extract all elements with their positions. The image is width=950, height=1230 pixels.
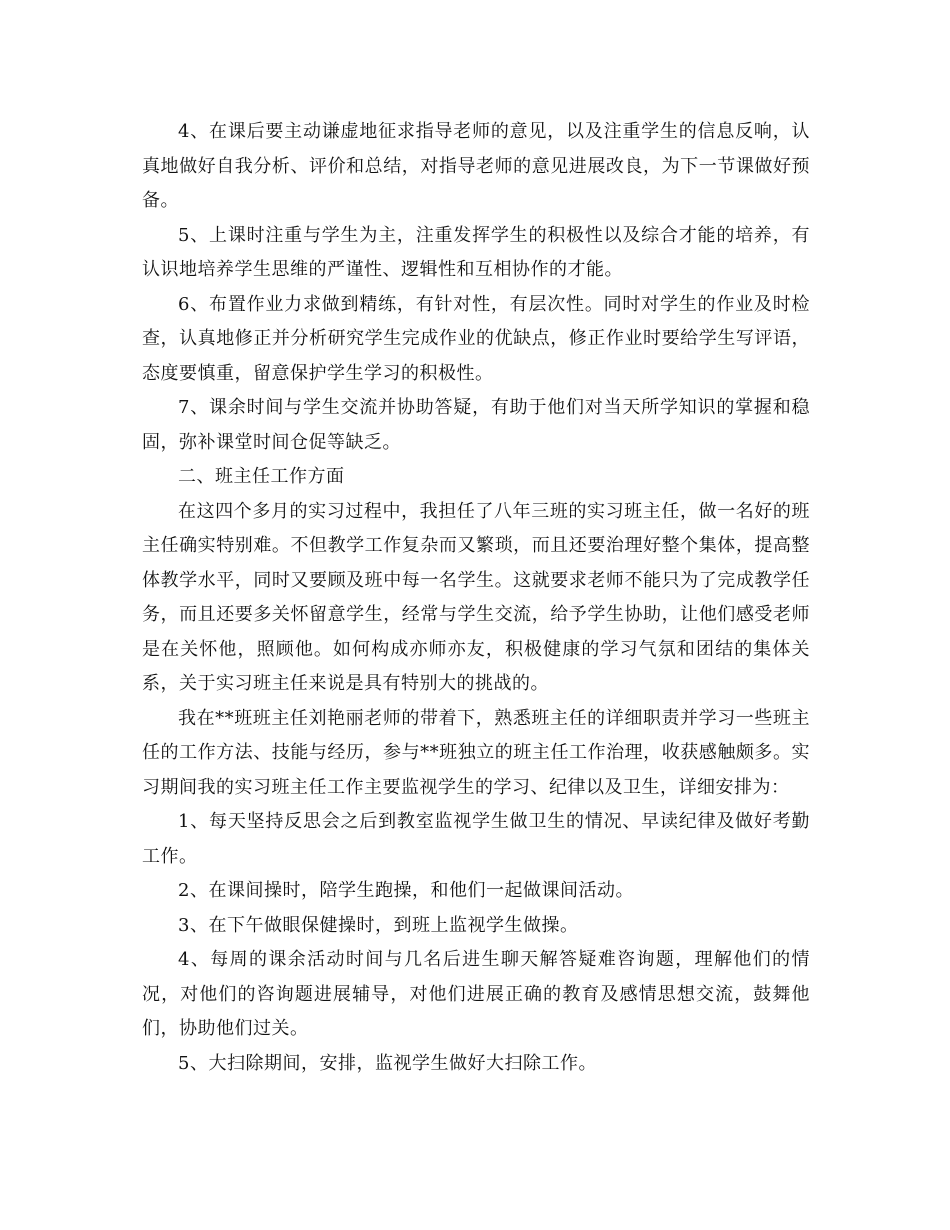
list-item-exercise: 2、在课间操时，陪学生跑操，和他们一起做课间活动。 (178, 880, 634, 901)
list-item-eye-exercise: 3、在下午做眼保健操时，到班上监视学生做操。 (178, 914, 579, 936)
paragraph-student-centered: 5、上课时注重与学生为主，注重发挥学生的积极性以及综合才能的培养，有认识地培养学生思维的严谨性、逻辑性和互相协作的才能。 (142, 224, 810, 280)
list-item-weekly-talk: 4、每周的课余活动时间与几名后进生聊天解答疑难咨询题，理解他们的情况，对他们的咨询题进展辅导，对他们进展正确的教育及感情思想交流，鼓舞他们，协助他们过关。 (142, 949, 810, 1039)
paragraph-homework: 6、布置作业力求做到精练，有针对性，有层次性。同时对学生的作业及时检查，认真地修正并分析研究学生完成作业的优缺点，修正作业时要给学生写评语，态度要慎重，留意保护学生学习的积极性。 (142, 293, 810, 384)
document-page (142, 115, 810, 1081)
list-item-cleaning: 5、大扫除期间，安排，监视学生做好大扫除工作。 (178, 1052, 597, 1074)
paragraph-mentor: 我在**班班主任刘艳丽老师的带着下，熟悉班主任的详细职责并学习一些班主任的工作方法、技能与经历，参与**班独立的班主任工作治理，收获感触颇多。实习期间我的实习班主任工作主要监视学生的学习、纪律以及卫生，详细安排为： (142, 707, 810, 798)
section-heading-head-teacher: 二、班主任工作方面 (178, 466, 345, 487)
paragraph-feedback: 4、在课后要主动谦虚地征求指导老师的意见，以及注重学生的信息反响，认真地做好自我分析、评价和总结，对指导老师的意见进展改良，为下一节课做好预备。 (142, 121, 810, 211)
list-item-daily-check: 1、每天坚持反思会之后到教室监视学生做卫生的情况、早读纪律及做好考勤工作。 (142, 811, 810, 867)
paragraph-tutoring: 7、课余时间与学生交流并协助答疑，有助于他们对当天所学知识的掌握和稳固，弥补课堂时间仓促等缺乏。 (142, 397, 810, 453)
paragraph-internship-overview: 在这四个多月的实习过程中，我担任了八年三班的实习班主任，做一名好的班主任确实特别难。不但教学工作复杂而又繁琐，而且还要治理好整个集体，提高整体教学水平，同时又要顾及班中每一名学生。这就要求老师不能只为了完成教学任务，而且还要多关怀留意学生，经常与学生交流，给予学生协助，让他们感受老师是在关怀他，照顾他。如何构成亦师亦友，积极健康的学习气氛和团结的集体关系，关于实习班主任来说是具有特别大的挑战的。 (142, 500, 810, 694)
